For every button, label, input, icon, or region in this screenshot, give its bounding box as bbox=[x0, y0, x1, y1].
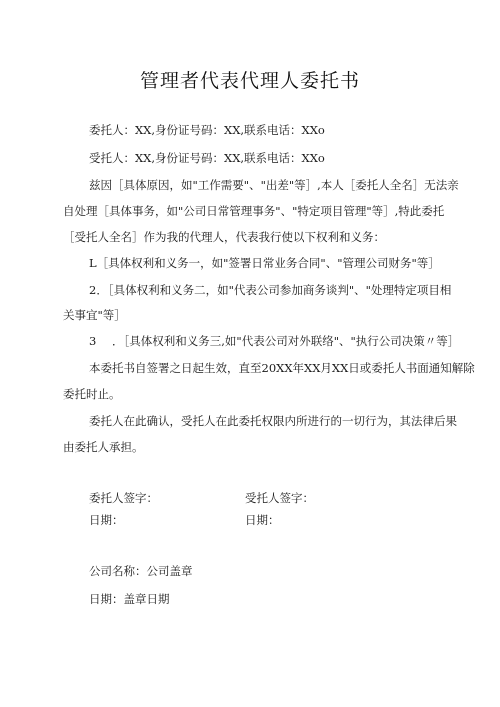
paragraph-reason-line-1: 兹因［具体原因，如"工作需要"、"出差"等］,本人［委托人全名］无法亲 bbox=[89, 178, 459, 192]
stamp-date-line: 日期：盖章日期 bbox=[89, 592, 170, 606]
agent-date-label: 日期： bbox=[245, 513, 280, 527]
confirm-line-1: 委托人在此确认，受托人在此委托权限内所进行的一切行为，其法律后果 bbox=[89, 414, 457, 428]
agent-info: 受托人：XX,身份证号码：XX,联系电话：XXo bbox=[89, 151, 325, 165]
item-2-line-1: 2．［具体权利和义务二，如"代表公司参加商务谈判"、"处理特定项目相 bbox=[89, 283, 452, 297]
company-name-line: 公司名称：公司盖章 bbox=[89, 564, 193, 578]
item-2-line-2: 关事宜"等］ bbox=[63, 308, 126, 322]
principal-signature-label: 委托人签字： bbox=[89, 491, 158, 505]
paragraph-reason-line-3: ［受托人全名］作为我的代理人，代表我行使以下权利和义务： bbox=[63, 230, 385, 244]
validity-line-1: 本委托书自签署之日起生效，直至20XX年XX月XX日或委托人书面通知解除 bbox=[89, 361, 475, 375]
item-3-text: ．［具体权利和义务三,如"代表公司对外联络"、"执行公司决策〃等］ bbox=[112, 334, 460, 348]
agent-signature-label: 受托人签字： bbox=[245, 491, 314, 505]
principal-date-label: 日期： bbox=[89, 513, 124, 527]
validity-line-2: 委托时止。 bbox=[63, 387, 121, 401]
confirm-line-2: 由委托人承担。 bbox=[63, 440, 144, 454]
document-title: 管理者代表代理人委托书 bbox=[139, 70, 360, 92]
item-3-number: 3 bbox=[89, 334, 97, 348]
principal-info: 委托人：XX,身份证号码：XX,联系电话：XXo bbox=[89, 123, 325, 137]
paragraph-reason-line-2: 自处理［具体事务，如"公司日常管理事务"、"特定项目管理"等］,特此委托 bbox=[63, 204, 445, 218]
item-1: L［具体权利和义务一，如"签署日常业务合同"、"管理公司财务"等］ bbox=[89, 256, 440, 270]
